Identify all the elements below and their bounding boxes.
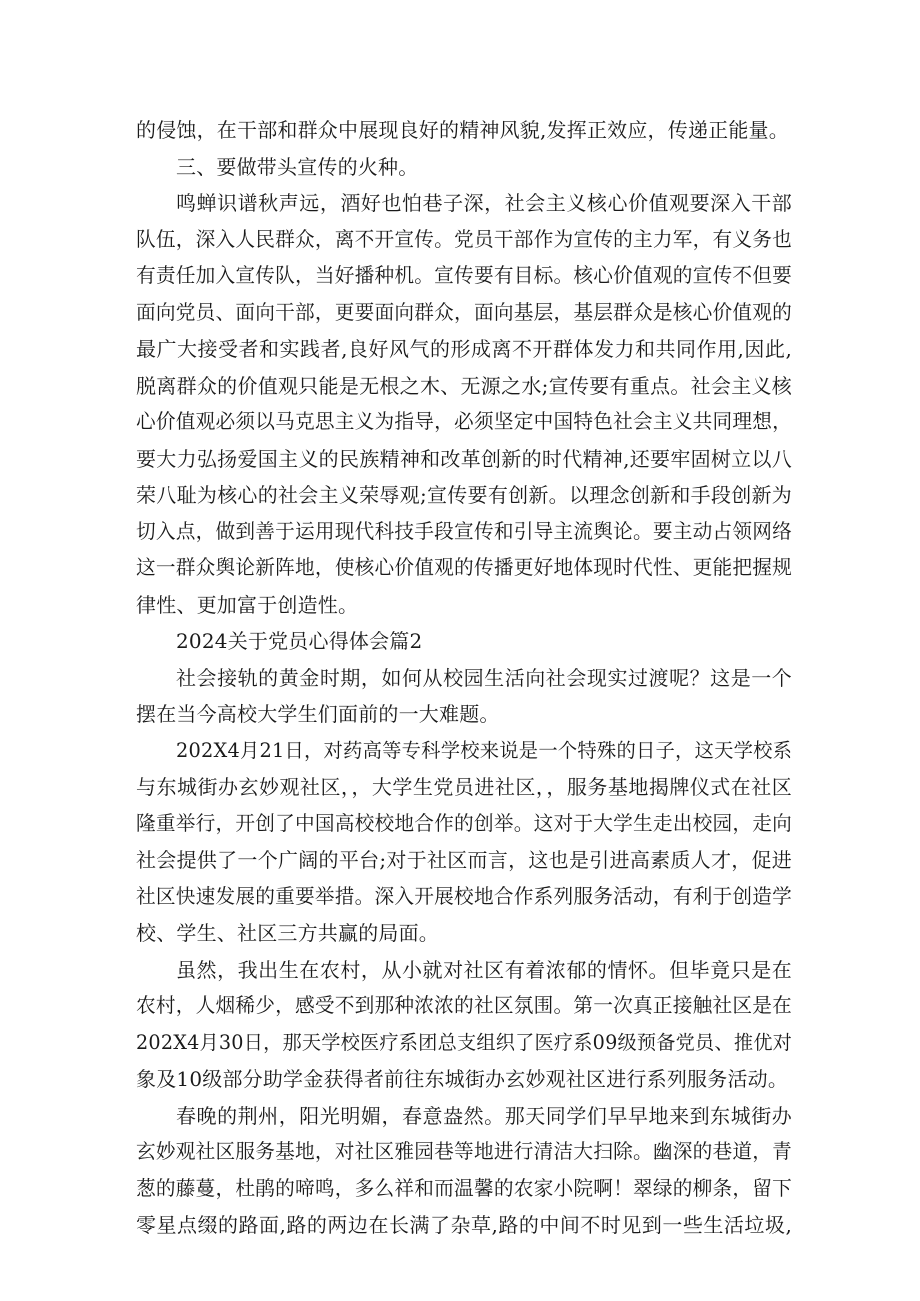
text-line: 最广大接受者和实践者,良好风气的形成离不开群体发力和共同作用,因此, bbox=[136, 337, 792, 361]
document-body bbox=[136, 112, 792, 1244]
paragraph-first-line: 春晚的荆州，阳光明媚，春意盎然。那天同学们早早地来到东城街办 bbox=[176, 1103, 792, 1128]
text-line: 202X4月30日，那天学校医疗系团总支组织了医疗系09级预备党员、推优对 bbox=[136, 1030, 792, 1054]
text-line: 葱的藤蔓，杜鹃的啼鸣，多么祥和而温馨的农家小院啊！翠绿的柳条，留下 bbox=[136, 1176, 792, 1200]
section-heading: 三、要做带头宣传的火种。 bbox=[176, 154, 419, 179]
text-line: 有责任加入宣传队，当好播种机。宣传要有目标。核心价值观的宣传不但要 bbox=[136, 264, 792, 287]
paragraph-first-line: 社会接轨的黄金时期，如何从校园生活向社会现实过渡呢？这是一个 bbox=[176, 665, 792, 690]
text-line: 这一群众舆论新阵地，使核心价值观的传播更好地体现时代性、更能把握规 bbox=[136, 556, 792, 579]
text-line: 的侵蚀，在干部和群众中展现良好的精神风貌,发挥正效应，传递正能量。 bbox=[136, 118, 789, 142]
paragraph-first-line: 鸣蝉识谱秋声远，酒好也怕巷子深，社会主义核心价值观要深入干部 bbox=[176, 191, 792, 215]
text-line: 摆在当今高校大学生们面前的一大难题。 bbox=[136, 702, 500, 726]
text-line: 切入点，做到善于运用现代科技手段宣传和引导主流舆论。要主动占领网络 bbox=[136, 519, 792, 543]
text-line: 律性、更加富于创造性。 bbox=[136, 592, 359, 617]
section-heading: 2024关于党员心得体会篇2 bbox=[176, 629, 423, 653]
text-line: 队伍，深入人民群众，离不开宣传。党员干部作为宣传的主力军，有义务也 bbox=[136, 227, 792, 251]
text-line: 面向党员、面向干部，更要面向群众，面向基层，基层群众是核心价值观的 bbox=[136, 300, 792, 324]
text-line: 脱离群众的价值观只能是无根之木、无源之水;宣传要有重点。社会主义核 bbox=[136, 373, 792, 398]
text-line: 社区快速发展的重要举措。深入开展校地合作系列服务活动，有利于创造学 bbox=[136, 884, 792, 908]
text-line: 心价值观必须以马克思主义为指导，必须坚定中国特色社会主义共同理想， bbox=[136, 410, 792, 433]
text-line: 农村，人烟稀少，感受不到那种浓浓的社区氛围。第一次真正接触社区是在 bbox=[136, 994, 792, 1017]
text-line: 要大力弘扬爱国主义的民族精神和改革创新的时代精神,还要牢固树立以八 bbox=[136, 446, 792, 471]
text-line: 玄妙观社区服务基地，对社区雅园巷等地进行清洁大扫除。幽深的巷道，青 bbox=[136, 1140, 792, 1163]
paragraph-first-line: 202X4月21日，对药高等专科学校来说是一个特殊的日子，这天学校系 bbox=[176, 738, 793, 762]
text-line: 象及10级部分助学金获得者前往东城街办玄妙观社区进行系列服务活动。 bbox=[136, 1067, 789, 1091]
text-line: 零星点缀的路面,路的两边在长满了杂草,路的中间不时见到一些生活垃圾, bbox=[136, 1213, 792, 1237]
text-line: 与东城街办玄妙观社区，，大学生党员进社区，，服务基地揭牌仪式在社区 bbox=[136, 775, 792, 799]
text-line: 荣八耻为核心的社会主义荣辱观;宣传要有创新。以理念创新和手段创新为 bbox=[136, 483, 792, 507]
text-line: 社会提供了一个广阔的平台;对于社区而言，这也是引进高素质人才，促进 bbox=[136, 848, 792, 872]
text-line: 隆重举行，开创了中国高校校地合作的创举。这对于大学生走出校园，走向 bbox=[136, 811, 792, 835]
text-line: 校、学生、社区三方共赢的局面。 bbox=[136, 921, 439, 945]
paragraph-first-line: 虽然，我出生在农村，从小就对社区有着浓郁的情怀。但毕竟只是在 bbox=[176, 957, 792, 982]
